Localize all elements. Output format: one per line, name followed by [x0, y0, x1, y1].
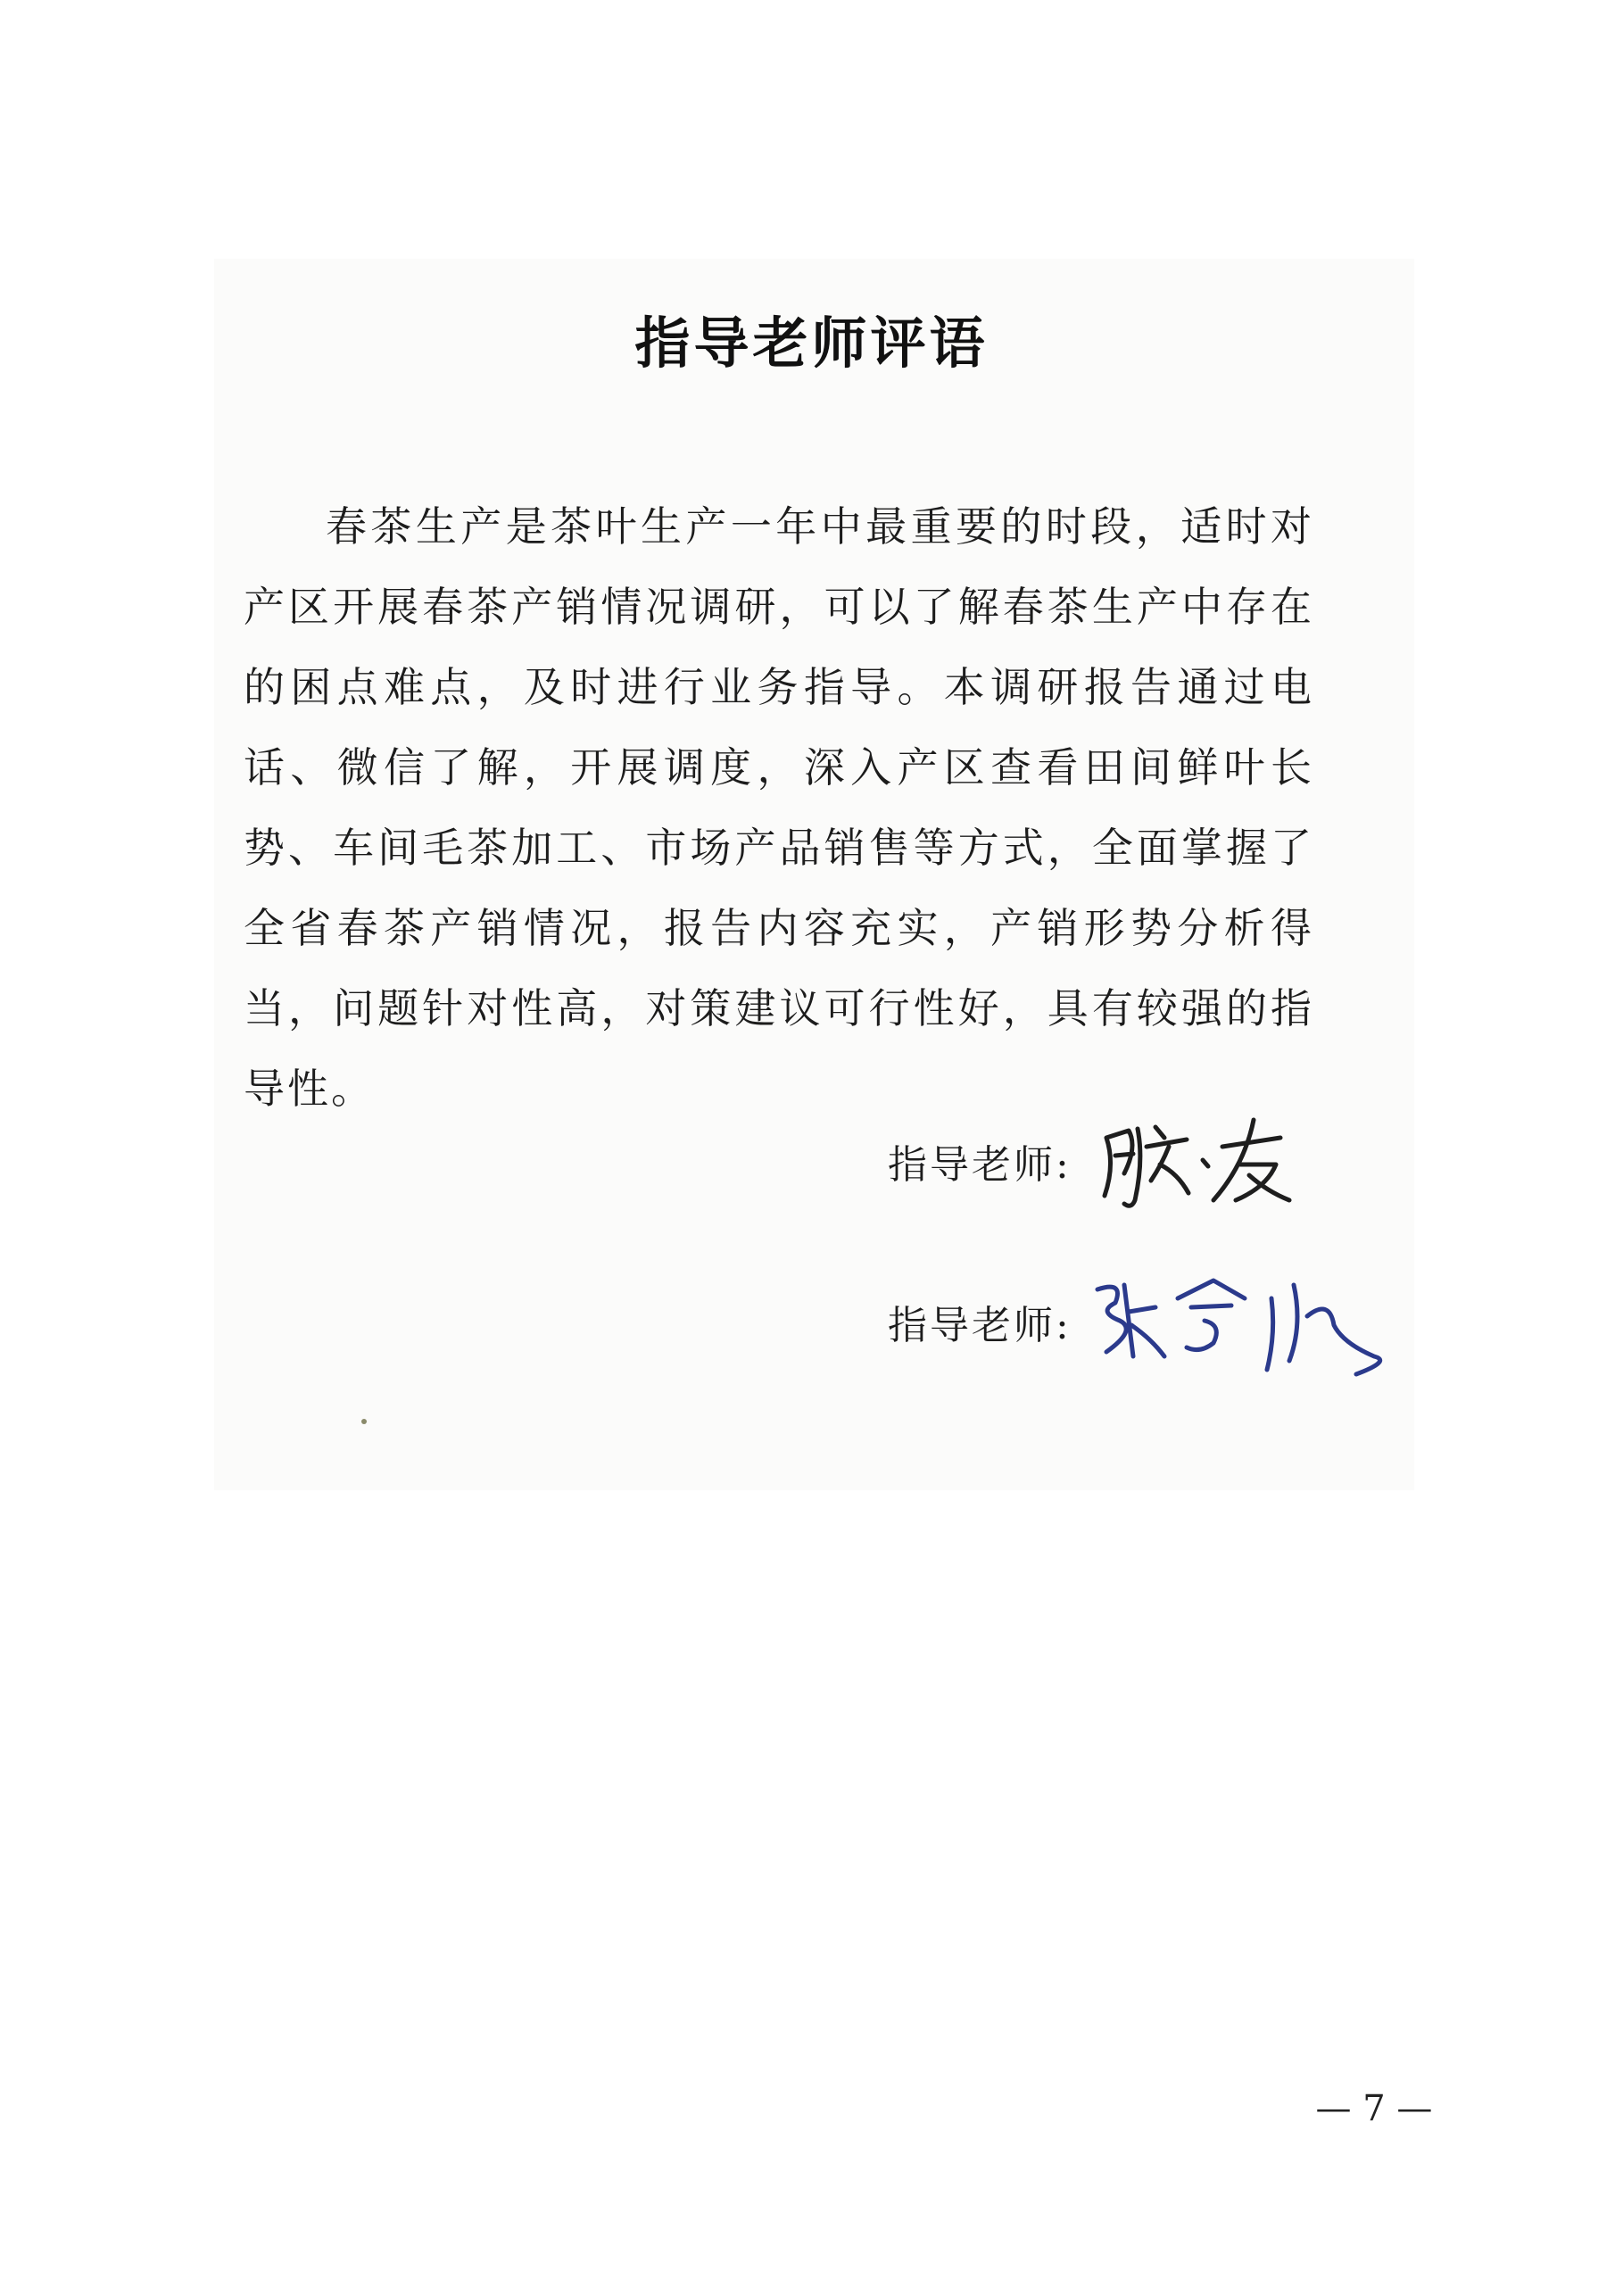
page-number: — 7 — — [1315, 2088, 1433, 2129]
scan-speck — [361, 1419, 367, 1424]
page-title: 指导老师评语 — [634, 311, 989, 376]
handwritten-signature-1 — [1089, 1111, 1437, 1218]
handwritten-signature-2 — [1089, 1272, 1437, 1379]
signature-row-1 — [888, 1111, 1441, 1209]
signature-label-2: 指导老师: — [888, 1303, 1072, 1348]
comment-paragraph: 春茶生产是茶叶生产一年中最重要的时段，适时对产区开展春茶产销情况调研，可以了解春茶生产中存在的困点难点，及时进行业务指导。本调研报告通过电话、微信了解，开展调度，深入产区查看田间鲜叶长势、车间毛茶加工、市场产品销售等方式，全面掌握了全省春茶产销情况，报告内容充实，产销形势分析得当，问题针对性高，对策建议可行性好，具有较强的指导性。 — [244, 502, 1314, 1113]
signature-label-1: 指导老师: — [888, 1142, 1072, 1188]
signature-row-2 — [888, 1272, 1441, 1370]
